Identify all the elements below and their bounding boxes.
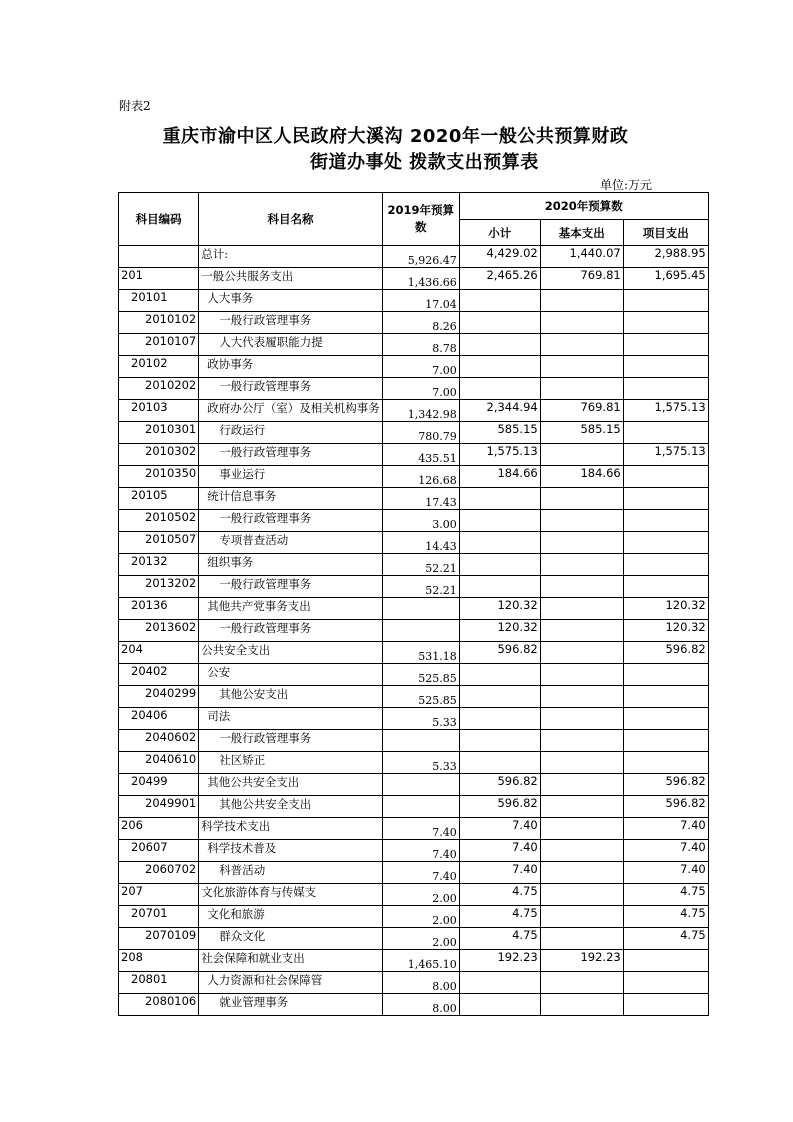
row-code: 20406 xyxy=(119,708,199,730)
row-code: 2080106 xyxy=(119,994,199,1016)
row-name: 一般行政管理事务 xyxy=(199,312,383,334)
row-code: 2010502 xyxy=(119,510,199,532)
table-body xyxy=(119,246,709,1016)
row-code: 207 xyxy=(119,884,199,906)
row-name: 社区矫正 xyxy=(199,752,383,774)
row-project: 596.82 xyxy=(623,774,708,796)
row-name: 社会保障和就业支出 xyxy=(199,950,383,972)
row-code: 20102 xyxy=(119,356,199,378)
row-subtotal xyxy=(459,532,540,554)
row-project xyxy=(623,510,708,532)
row-2019-budget: 8.26 xyxy=(382,312,459,334)
table-row xyxy=(119,796,709,818)
row-code: 2013602 xyxy=(119,620,199,642)
header-2019-budget: 2019年预算数 xyxy=(382,193,459,246)
page-title-line2: 街道办事处 拨款支出预算表 xyxy=(310,152,539,173)
row-subtotal: 2,344.94 xyxy=(459,400,540,422)
table-row xyxy=(119,598,709,620)
row-basic xyxy=(540,444,623,466)
header-name: 科目名称 xyxy=(199,193,383,246)
row-subtotal xyxy=(459,994,540,1016)
table-row xyxy=(119,378,709,400)
row-2019-budget: 1,436.66 xyxy=(382,268,459,290)
row-subtotal: 2,465.26 xyxy=(459,268,540,290)
row-name: 一般行政管理事务 xyxy=(199,444,383,466)
row-basic: 585.15 xyxy=(540,422,623,444)
row-code: 20103 xyxy=(119,400,199,422)
row-project: 2,988.95 xyxy=(623,246,708,268)
row-2019-budget: 7.00 xyxy=(382,378,459,400)
row-code: 2070109 xyxy=(119,928,199,950)
row-basic xyxy=(540,708,623,730)
row-basic xyxy=(540,378,623,400)
row-project: 4.75 xyxy=(623,906,708,928)
table-row xyxy=(119,818,709,840)
row-basic xyxy=(540,796,623,818)
row-project xyxy=(623,290,708,312)
row-basic: 769.81 xyxy=(540,400,623,422)
row-code: 20136 xyxy=(119,598,199,620)
table-row xyxy=(119,994,709,1016)
row-2019-budget: 17.04 xyxy=(382,290,459,312)
row-subtotal: 4.75 xyxy=(459,906,540,928)
row-2019-budget: 435.51 xyxy=(382,444,459,466)
row-code: 2010350 xyxy=(119,466,199,488)
row-subtotal xyxy=(459,334,540,356)
row-name: 总计: xyxy=(199,246,383,268)
row-code: 20701 xyxy=(119,906,199,928)
row-basic xyxy=(540,840,623,862)
row-name: 其他公安支出 xyxy=(199,686,383,708)
row-name: 一般行政管理事务 xyxy=(199,576,383,598)
row-code: 20101 xyxy=(119,290,199,312)
row-name: 统计信息事务 xyxy=(199,488,383,510)
table-row xyxy=(119,488,709,510)
row-2019-budget: 780.79 xyxy=(382,422,459,444)
row-basic: 184.66 xyxy=(540,466,623,488)
row-subtotal: 596.82 xyxy=(459,796,540,818)
row-basic xyxy=(540,906,623,928)
row-basic xyxy=(540,686,623,708)
row-basic xyxy=(540,334,623,356)
row-code: 206 xyxy=(119,818,199,840)
row-basic xyxy=(540,884,623,906)
table-row xyxy=(119,620,709,642)
row-2019-budget: 7.40 xyxy=(382,818,459,840)
row-2019-budget: 52.21 xyxy=(382,554,459,576)
row-name: 政府办公厅（室）及相关机构事务 xyxy=(199,400,383,422)
row-basic xyxy=(540,730,623,752)
table-row xyxy=(119,444,709,466)
row-project xyxy=(623,972,708,994)
table-row xyxy=(119,884,709,906)
row-code: 20402 xyxy=(119,664,199,686)
row-code: 204 xyxy=(119,642,199,664)
row-2019-budget xyxy=(382,620,459,642)
row-code: 2049901 xyxy=(119,796,199,818)
row-2019-budget: 14.43 xyxy=(382,532,459,554)
row-2019-budget: 7.40 xyxy=(382,840,459,862)
row-code: 20499 xyxy=(119,774,199,796)
row-2019-budget: 8.00 xyxy=(382,994,459,1016)
row-basic xyxy=(540,356,623,378)
row-name: 其他共产党事务支出 xyxy=(199,598,383,620)
row-project xyxy=(623,686,708,708)
row-2019-budget: 2.00 xyxy=(382,928,459,950)
row-basic xyxy=(540,554,623,576)
row-subtotal xyxy=(459,356,540,378)
row-2019-budget xyxy=(382,796,459,818)
row-subtotal: 7.40 xyxy=(459,862,540,884)
row-name: 组织事务 xyxy=(199,554,383,576)
row-code: 2010202 xyxy=(119,378,199,400)
row-basic xyxy=(540,818,623,840)
page-title-line1: 重庆市渝中区人民政府大溪沟 2020年一般公共预算财政 xyxy=(162,126,629,147)
row-2019-budget: 17.43 xyxy=(382,488,459,510)
row-subtotal xyxy=(459,554,540,576)
row-project xyxy=(623,532,708,554)
table-row xyxy=(119,246,709,268)
table-row xyxy=(119,972,709,994)
row-basic xyxy=(540,752,623,774)
row-2019-budget: 3.00 xyxy=(382,510,459,532)
table-row xyxy=(119,686,709,708)
row-name: 科普活动 xyxy=(199,862,383,884)
row-basic xyxy=(540,862,623,884)
row-basic: 1,440.07 xyxy=(540,246,623,268)
row-2019-budget: 525.85 xyxy=(382,664,459,686)
row-name: 人大事务 xyxy=(199,290,383,312)
table-row xyxy=(119,334,709,356)
row-2019-budget: 2.00 xyxy=(382,884,459,906)
row-2019-budget xyxy=(382,730,459,752)
row-name: 文化和旅游 xyxy=(199,906,383,928)
row-name: 就业管理事务 xyxy=(199,994,383,1016)
row-subtotal: 7.40 xyxy=(459,818,540,840)
row-subtotal xyxy=(459,510,540,532)
row-name: 公共安全支出 xyxy=(199,642,383,664)
row-code: 20105 xyxy=(119,488,199,510)
row-2019-budget: 126.68 xyxy=(382,466,459,488)
budget-table xyxy=(118,192,709,1016)
row-code: 2010507 xyxy=(119,532,199,554)
row-2019-budget: 7.00 xyxy=(382,356,459,378)
row-code: 2040299 xyxy=(119,686,199,708)
row-name: 事业运行 xyxy=(199,466,383,488)
row-subtotal xyxy=(459,488,540,510)
table-row xyxy=(119,840,709,862)
table-row xyxy=(119,906,709,928)
row-basic xyxy=(540,598,623,620)
row-subtotal xyxy=(459,972,540,994)
row-project: 4.75 xyxy=(623,928,708,950)
row-name: 专项普查活动 xyxy=(199,532,383,554)
row-project: 7.40 xyxy=(623,862,708,884)
header-project: 项目支出 xyxy=(623,220,708,246)
row-name: 文化旅游体育与传媒支 xyxy=(199,884,383,906)
row-2019-budget: 5.33 xyxy=(382,708,459,730)
row-subtotal: 7.40 xyxy=(459,840,540,862)
row-2019-budget xyxy=(382,774,459,796)
row-project: 7.40 xyxy=(623,818,708,840)
row-project xyxy=(623,356,708,378)
row-subtotal: 4.75 xyxy=(459,928,540,950)
row-project: 4.75 xyxy=(623,884,708,906)
row-2019-budget xyxy=(382,598,459,620)
row-basic xyxy=(540,928,623,950)
row-subtotal: 184.66 xyxy=(459,466,540,488)
row-project xyxy=(623,488,708,510)
row-project xyxy=(623,730,708,752)
row-basic xyxy=(540,510,623,532)
row-project xyxy=(623,994,708,1016)
row-code: 201 xyxy=(119,268,199,290)
row-name: 科学技术支出 xyxy=(199,818,383,840)
row-basic xyxy=(540,972,623,994)
row-project xyxy=(623,378,708,400)
row-name: 一般公共服务支出 xyxy=(199,268,383,290)
row-basic xyxy=(540,312,623,334)
row-2019-budget: 52.21 xyxy=(382,576,459,598)
row-subtotal: 192.23 xyxy=(459,950,540,972)
row-code: 2010102 xyxy=(119,312,199,334)
row-2019-budget: 5.33 xyxy=(382,752,459,774)
row-code: 2010301 xyxy=(119,422,199,444)
row-name: 群众文化 xyxy=(199,928,383,950)
row-basic xyxy=(540,576,623,598)
row-code: 2040602 xyxy=(119,730,199,752)
row-code xyxy=(119,246,199,268)
attachment-label: 附表2 xyxy=(119,99,151,113)
row-name: 人大代表履职能力提 xyxy=(199,334,383,356)
row-project: 120.32 xyxy=(623,598,708,620)
row-code: 208 xyxy=(119,950,199,972)
row-subtotal xyxy=(459,752,540,774)
row-subtotal xyxy=(459,708,540,730)
row-basic: 192.23 xyxy=(540,950,623,972)
row-name: 行政运行 xyxy=(199,422,383,444)
table-row xyxy=(119,642,709,664)
row-project: 1,575.13 xyxy=(623,400,708,422)
table-row xyxy=(119,466,709,488)
row-subtotal xyxy=(459,312,540,334)
row-2019-budget: 1,465.10 xyxy=(382,950,459,972)
row-subtotal xyxy=(459,730,540,752)
row-code: 20801 xyxy=(119,972,199,994)
row-2019-budget: 525.85 xyxy=(382,686,459,708)
table-row xyxy=(119,400,709,422)
table-row xyxy=(119,708,709,730)
row-subtotal: 596.82 xyxy=(459,774,540,796)
row-subtotal xyxy=(459,664,540,686)
row-2019-budget: 2.00 xyxy=(382,906,459,928)
row-name: 一般行政管理事务 xyxy=(199,378,383,400)
table-row xyxy=(119,554,709,576)
row-project xyxy=(623,312,708,334)
row-project: 120.32 xyxy=(623,620,708,642)
table-row xyxy=(119,510,709,532)
row-subtotal: 4,429.02 xyxy=(459,246,540,268)
row-basic xyxy=(540,642,623,664)
row-code: 2040610 xyxy=(119,752,199,774)
table-row xyxy=(119,752,709,774)
row-basic xyxy=(540,532,623,554)
row-project xyxy=(623,334,708,356)
row-subtotal xyxy=(459,576,540,598)
row-project: 7.40 xyxy=(623,840,708,862)
table-row xyxy=(119,730,709,752)
row-code: 2013202 xyxy=(119,576,199,598)
unit-label: 单位:万元 xyxy=(600,178,653,192)
row-2019-budget: 8.00 xyxy=(382,972,459,994)
row-project xyxy=(623,422,708,444)
table-row xyxy=(119,576,709,598)
header-subtotal: 小计 xyxy=(459,220,540,246)
row-basic xyxy=(540,620,623,642)
header-basic: 基本支出 xyxy=(540,220,623,246)
row-subtotal: 1,575.13 xyxy=(459,444,540,466)
row-name: 司法 xyxy=(199,708,383,730)
row-subtotal: 120.32 xyxy=(459,598,540,620)
row-basic xyxy=(540,488,623,510)
table-row xyxy=(119,356,709,378)
row-project xyxy=(623,950,708,972)
row-name: 其他公共安全支出 xyxy=(199,774,383,796)
row-2019-budget: 1,342.98 xyxy=(382,400,459,422)
row-project: 596.82 xyxy=(623,796,708,818)
row-code: 2010302 xyxy=(119,444,199,466)
row-name: 一般行政管理事务 xyxy=(199,510,383,532)
row-subtotal: 120.32 xyxy=(459,620,540,642)
table-row xyxy=(119,862,709,884)
row-project: 596.82 xyxy=(623,642,708,664)
row-subtotal: 596.82 xyxy=(459,642,540,664)
row-2019-budget: 531.18 xyxy=(382,642,459,664)
row-project xyxy=(623,664,708,686)
table-row xyxy=(119,664,709,686)
row-project: 1,695.45 xyxy=(623,268,708,290)
row-project xyxy=(623,708,708,730)
row-name: 科学技术普及 xyxy=(199,840,383,862)
row-2019-budget: 5,926.47 xyxy=(382,246,459,268)
row-basic xyxy=(540,994,623,1016)
row-basic xyxy=(540,774,623,796)
header-2020-budget: 2020年预算数 xyxy=(459,193,708,220)
table-row xyxy=(119,532,709,554)
row-code: 2060702 xyxy=(119,862,199,884)
row-name: 政协事务 xyxy=(199,356,383,378)
row-subtotal: 4.75 xyxy=(459,884,540,906)
row-subtotal: 585.15 xyxy=(459,422,540,444)
table-row xyxy=(119,422,709,444)
row-name: 一般行政管理事务 xyxy=(199,730,383,752)
row-name: 一般行政管理事务 xyxy=(199,620,383,642)
header-code: 科目编码 xyxy=(119,193,199,246)
row-project xyxy=(623,466,708,488)
row-basic xyxy=(540,664,623,686)
table-row xyxy=(119,268,709,290)
row-project xyxy=(623,554,708,576)
row-2019-budget: 7.40 xyxy=(382,862,459,884)
row-project xyxy=(623,576,708,598)
table-row xyxy=(119,928,709,950)
row-name: 其他公共安全支出 xyxy=(199,796,383,818)
row-project xyxy=(623,752,708,774)
row-code: 20607 xyxy=(119,840,199,862)
row-basic: 769.81 xyxy=(540,268,623,290)
row-subtotal xyxy=(459,290,540,312)
row-subtotal xyxy=(459,686,540,708)
row-2019-budget: 8.78 xyxy=(382,334,459,356)
row-project: 1,575.13 xyxy=(623,444,708,466)
row-name: 人力资源和社会保障管 xyxy=(199,972,383,994)
table-row xyxy=(119,312,709,334)
table-row xyxy=(119,290,709,312)
table-row xyxy=(119,950,709,972)
row-basic xyxy=(540,290,623,312)
row-code: 2010107 xyxy=(119,334,199,356)
row-code: 20132 xyxy=(119,554,199,576)
table-row xyxy=(119,774,709,796)
row-name: 公安 xyxy=(199,664,383,686)
row-subtotal xyxy=(459,378,540,400)
